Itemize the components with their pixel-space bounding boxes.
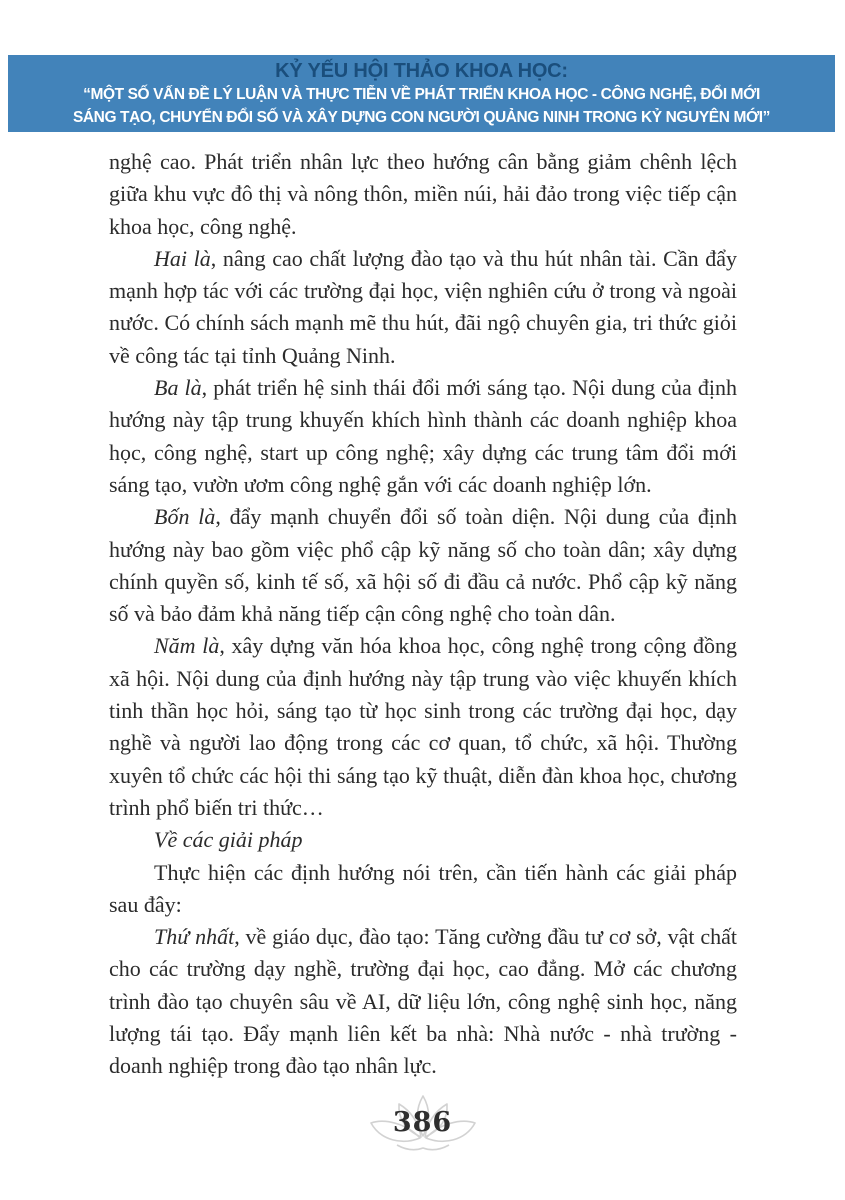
paragraph-section-heading (109, 824, 737, 856)
paragraph (109, 630, 737, 824)
paragraph (109, 921, 737, 1082)
paragraph-text: , xây dựng văn hóa khoa học, công nghệ trong cộng đồng xã hội. Nội dung của định hướng này tập trung vào việc khuyến khích tinh thần học hỏi, sáng tạo từ học sinh trong các trường đại học, dạy nghề và người lao động trong các cơ quan, tổ chức, xã hội. Thường xuyên tổ chức các hội thi sáng tạo kỹ thuật, diễn đàn khoa học, chương trình phổ biến tri thức… (109, 633, 737, 820)
page-body-text (109, 146, 737, 1083)
paragraph (109, 243, 737, 372)
paragraph-lead: Hai là (154, 245, 211, 271)
paragraph-lead: Bốn là (154, 504, 216, 530)
page-footer (0, 1092, 845, 1160)
paragraph (109, 372, 737, 501)
paragraph-text: , đẩy mạnh chuyển đổi số toàn diện. Nội dung của định hướng này bao gồm việc phổ cập kỹ năng số cho toàn dân; xây dựng chính quyền số, kinh tế số, xã hội số đi đầu cả nước. Phổ cập kỹ năng số và bảo đảm khả năng tiếp cận công nghệ cho toàn dân. (109, 504, 737, 627)
conference-subtitle-line1: “MỘT SỐ VẤN ĐỀ LÝ LUẬN VÀ THỰC TIỄN VỀ PHÁT TRIỂN KHOA HỌC - CÔNG NGHỆ, ĐỔI MỚI (83, 85, 760, 103)
paragraph-lead: Thứ nhất (154, 924, 235, 950)
paragraph (109, 146, 737, 243)
paragraph-text: nghệ cao. Phát triển nhân lực theo hướng cân bằng giảm chênh lệch giữa khu vực đô thị và nông thôn, miền núi, hải đảo trong việc tiếp cận khoa học, công nghệ. (109, 149, 737, 239)
paragraph (109, 857, 737, 922)
paragraph-lead: Về các giải pháp (154, 827, 303, 853)
conference-subtitle-line2: SÁNG TẠO, CHUYỂN ĐỔI SỐ VÀ XÂY DỰNG CON NGƯỜI QUẢNG NINH TRONG KỶ NGUYÊN MỚI” (72, 108, 771, 126)
paragraph-lead: Ba là (154, 375, 202, 401)
paragraph-text: , phát triển hệ sinh thái đổi mới sáng tạo. Nội dung của định hướng này tập trung khuyến khích hình thành các doanh nghiệp khoa học, công nghệ, start up công nghệ; xây dựng các trung tâm đổi mới sáng tạo, vườn ươm công nghệ gắn với các doanh nghiệp lớn. (109, 375, 737, 497)
page-number-ornament (361, 1092, 485, 1160)
conference-header-banner (8, 55, 835, 132)
conference-proceedings-title: KỶ YẾU HỘI THẢO KHOA HỌC: (275, 59, 568, 82)
paragraph-lead: Năm là (154, 633, 220, 659)
paragraph-text: Thực hiện các định hướng nói trên, cần tiến hành các giải pháp sau đây: (109, 859, 737, 917)
paragraph-text: , nâng cao chất lượng đào tạo và thu hút nhân tài. Cần đẩy mạnh hợp tác với các trường đại học, viện nghiên cứu ở trong và ngoài nước. Có chính sách mạnh mẽ thu hút, đãi ngộ chuyên gia, tri thức giỏi về công tác tại tỉnh Quảng Ninh. (109, 245, 737, 368)
page-number: 386 (392, 1107, 453, 1138)
paragraph-text: , về giáo dục, đào tạo: Tăng cường đầu tư cơ sở, vật chất cho các trường dạy nghề, trường đại học, cao đẳng. Mở các chương trình đào tạo chuyên sâu về AI, dữ liệu lớn, công nghệ sinh học, năng lượng tái tạo. Đẩy mạnh liên kết ba nhà: Nhà nước - nhà trường - doanh nghiệp trong đào tạo nhân lực. (109, 924, 737, 1079)
paragraph (109, 501, 737, 630)
